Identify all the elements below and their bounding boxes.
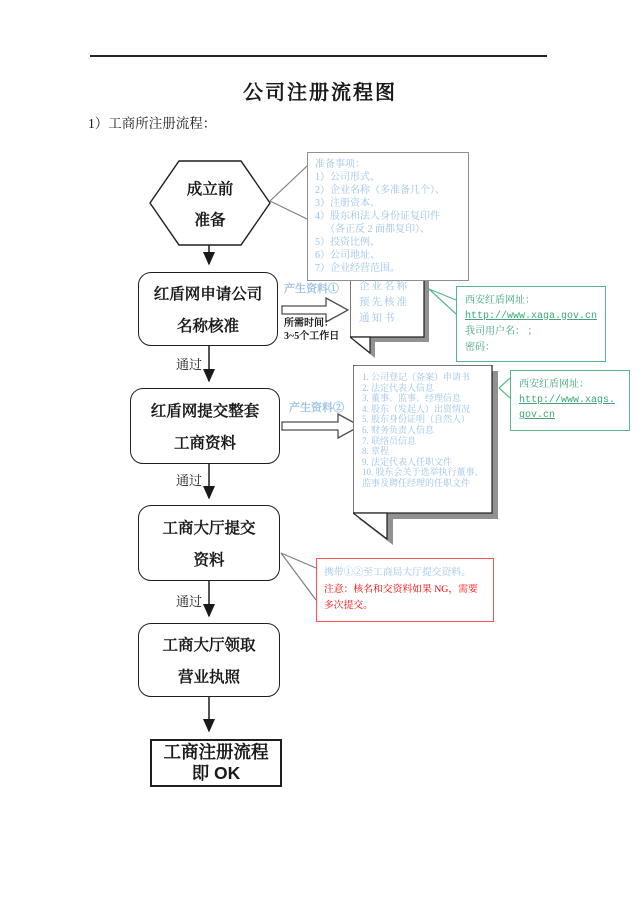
- doc2-item: 6. 财务负责人信息: [362, 424, 435, 435]
- site1-password: 密码：: [465, 341, 495, 353]
- step4-line2: 营业执照: [177, 669, 240, 686]
- block-arrow-right-icon: [281, 412, 363, 440]
- site1-title: 西安红盾网址：: [465, 295, 535, 306]
- prep-line: 7）企业经营范围。: [315, 263, 400, 274]
- final-line2: 即 OK: [191, 763, 241, 783]
- prep-line: 1）公司形式、: [315, 172, 380, 183]
- site2-title: 西安红盾网址：: [519, 379, 589, 390]
- attention-note-callout: [316, 558, 494, 622]
- section-heading: 1）工商所注册流程：: [88, 116, 217, 131]
- produce-material-2-label: 产生资料②: [289, 402, 344, 414]
- doc2-materials-list: [362, 372, 484, 489]
- doc2-item: 2. 法定代表人信息: [362, 382, 435, 393]
- doc2-item: 1. 公司登记（备案）申请书: [362, 372, 471, 382]
- prep-line: 准备事项：: [315, 159, 365, 170]
- doc1-text: [359, 279, 409, 327]
- step-submit-hall-box: [138, 505, 280, 581]
- doc1-line2: 预先核准: [359, 297, 409, 308]
- step1-line1: 红盾网申请公司: [153, 286, 263, 303]
- site1-username: 我司用户名： ；: [465, 326, 538, 337]
- final-line1: 工商注册流程: [163, 742, 269, 762]
- doc2-item: 4. 股东（发起人）出资情况: [362, 403, 471, 414]
- pass-label-1: 通过: [175, 357, 202, 372]
- pass-label-3: 通过: [175, 594, 202, 609]
- time-line2: 3~5个工作日: [284, 331, 340, 342]
- step2-line1: 红盾网提交整套: [150, 403, 260, 420]
- website-note-1: [456, 286, 606, 362]
- hexagon-label-line2: 准备: [194, 211, 226, 229]
- pass-label-2: 通过: [175, 473, 202, 488]
- doc2-item: 8. 章程: [362, 446, 390, 457]
- step-get-license-box: [138, 623, 280, 697]
- note-line1: 携带①②至工商局大厅提交资料。: [324, 567, 471, 578]
- doc2-item: 9. 法定代表人任职文件: [362, 456, 453, 467]
- prep-line: 6）公司地址、: [315, 250, 380, 261]
- doc2-item: 3. 董事、监事、经理信息: [362, 393, 462, 404]
- step4-line1: 工商大厅领取: [162, 637, 256, 654]
- step1-line2: 名称核准: [176, 318, 239, 335]
- prep-line: 5）投资比例、: [315, 237, 380, 248]
- prep-items-callout: [307, 152, 469, 281]
- step-submit-online-box: [130, 388, 280, 464]
- prep-line: 3）注册资本、: [315, 198, 380, 209]
- step3-line1: 工商大厅提交: [162, 520, 256, 537]
- site1-url-link[interactable]: http://www.xaga.gov.cn: [465, 310, 598, 322]
- step3-line2: 资料: [193, 552, 225, 569]
- doc2-item: 10. 股东会关于选举执行董事、监事及聘任经理的任职文件: [362, 467, 484, 488]
- produce-material-1-label: 产生资料①: [284, 283, 339, 295]
- time-line1: 所需时间：: [284, 318, 334, 329]
- prep-line: （各正反 2 面都复印）、: [325, 224, 430, 235]
- doc2-item: 5. 股东身份证明（自然人）: [362, 414, 471, 425]
- site2-url-link[interactable]: http://www.xags.gov.cn: [519, 394, 616, 421]
- prep-line: 2）企业名称（多准备几个）、: [315, 185, 445, 196]
- required-time-note: [284, 317, 339, 343]
- doc1-line1: 企业名称: [359, 281, 409, 292]
- doc1-line3: 通知书: [359, 313, 397, 324]
- note-line2: 注意：核名和交资料如果 NG，需要多次提交。: [324, 583, 478, 611]
- website-note-2: [510, 370, 630, 431]
- step-name-approval-box: [138, 272, 278, 346]
- doc2-item: 7. 联络员信息: [362, 435, 417, 446]
- hexagon-label-line1: 成立前: [186, 180, 234, 198]
- step2-line2: 工商资料: [173, 435, 236, 452]
- prep-line: 4）股东和法人身份证复印件: [315, 211, 440, 222]
- page-title: 公司注册流程图: [243, 82, 397, 104]
- final-ok-box: [150, 739, 282, 787]
- step-prepare-before-founding: [148, 160, 272, 246]
